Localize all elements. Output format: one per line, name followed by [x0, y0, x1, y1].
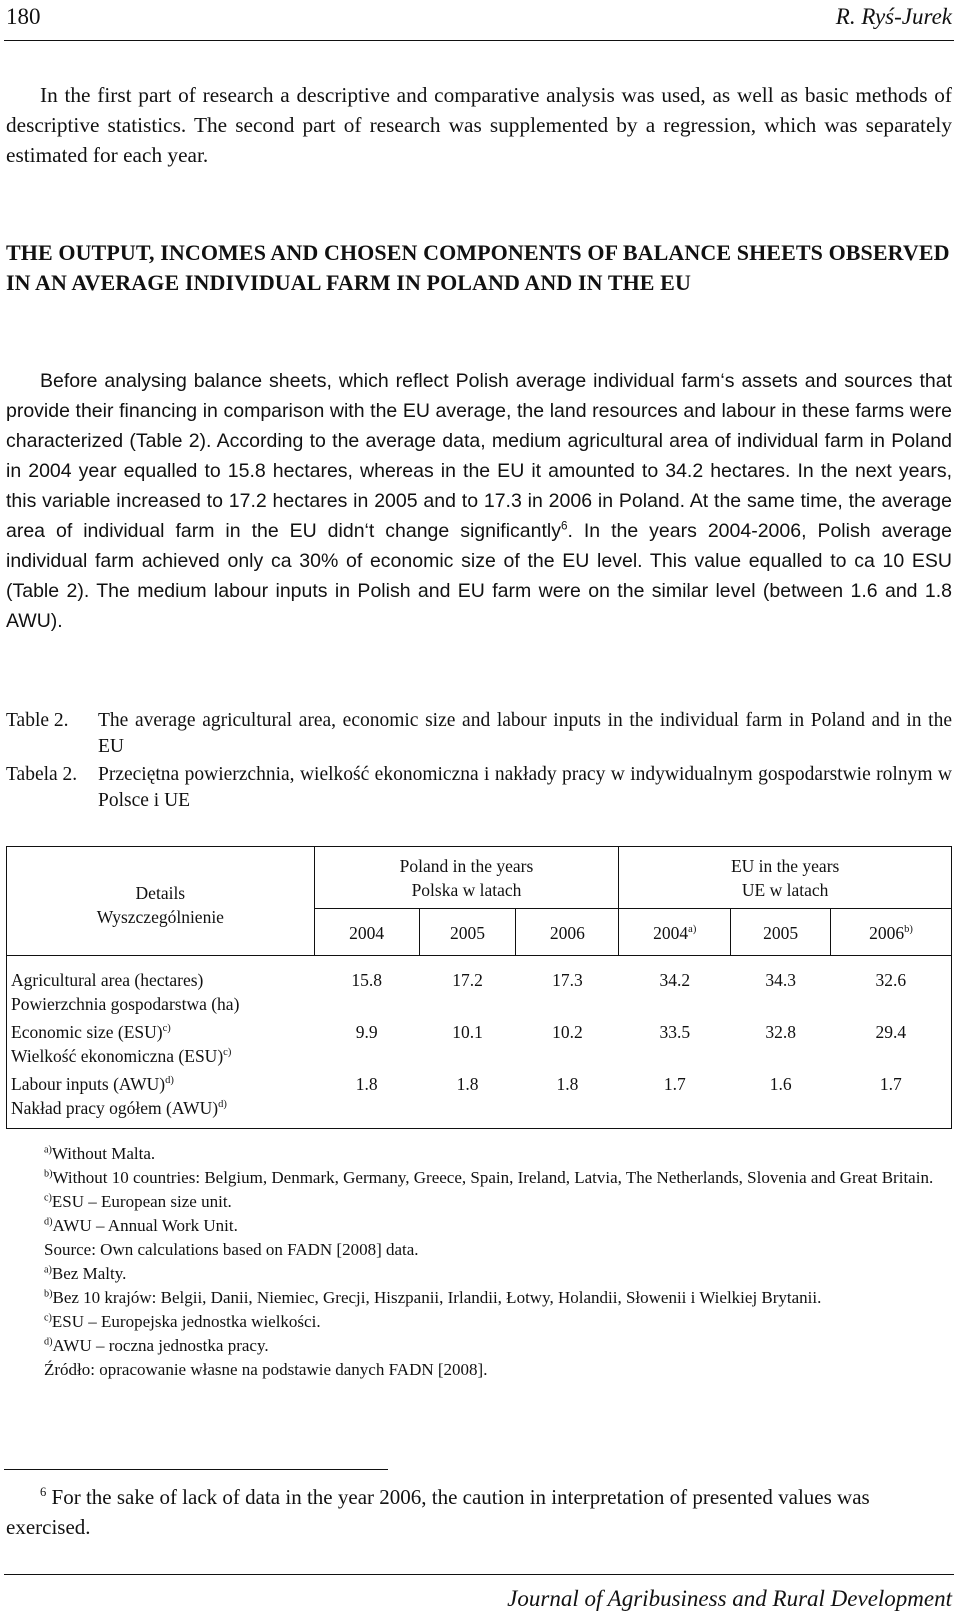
table-note: [6, 1286, 952, 1310]
row-label-en: [11, 1072, 314, 1096]
table-note-mark: b): [44, 1168, 53, 1180]
table-caption-en-text: The average agricultural area, economic size and labour inputs in the individual farm in Poland and in the EU: [98, 710, 952, 757]
details-header: [7, 847, 315, 956]
table-caption-pl: [6, 762, 952, 814]
row-label-en-text: Labour inputs (AWU): [11, 1074, 166, 1094]
table-note-text: Without Malta.: [51, 1144, 156, 1163]
year-footnote-mark: b): [904, 924, 913, 936]
row-label-pl: [11, 1096, 314, 1120]
year-label: 2005: [763, 923, 799, 943]
table-cell: 33.5: [659, 1022, 691, 1042]
row-label-pl-text: Nakład pracy ogółem (AWU): [11, 1098, 219, 1118]
year-label: 2004: [653, 923, 689, 943]
row-label-en-mark: c): [162, 1023, 171, 1035]
table-notes: [6, 1142, 952, 1382]
table-cell: 32.6: [831, 956, 952, 1019]
year-header: [619, 909, 731, 956]
table-caption-en-label: Table 2.: [6, 710, 69, 731]
row-label-en-text: Economic size (ESU): [11, 1022, 163, 1042]
table-note-mark: c): [44, 1192, 52, 1204]
year-header: [314, 909, 419, 956]
table-note-text: Source: Own calculations based on FADN [2008] data.: [44, 1240, 419, 1259]
footnote-text: For the sake of lack of data in the year 2006, the caution in interpretation of presented values was exercised.: [6, 1485, 870, 1539]
table-cell: 10.2: [552, 1022, 583, 1042]
row-label-en-text: Agricultural area (hectares): [11, 970, 204, 990]
poland-group-header: [314, 847, 619, 909]
footnote-number: 6: [40, 1485, 47, 1499]
body-text-after-ref: . In the years 2004-2006, Polish average individual farm achieved only ca 30% of economic size of the EU level. This value equalled to ca 10 ESU (Table 2). The medium labour inputs in Polish and EU farm were on the similar level (between 1.6 and 1.8 AWU).: [6, 520, 952, 632]
row-label-pl-mark: d): [218, 1099, 227, 1111]
table-note: [6, 1334, 952, 1358]
table-cell: 1.8: [419, 1070, 516, 1129]
year-header: [731, 909, 831, 956]
table-note: [6, 1166, 952, 1190]
row-label-en: [11, 968, 314, 992]
table-cell: 17.3: [516, 956, 619, 1019]
poland-group-en: Poland in the years: [399, 856, 534, 876]
row-label-pl-text: Wielkość ekonomiczna (ESU): [11, 1046, 224, 1066]
eu-group-pl: UE w latach: [741, 880, 829, 900]
table-caption-pl-text: Przeciętna powierzchnia, wielkość ekonomiczna i nakłady pracy w indywidualnym gospodarstwie rolnym w Polsce i UE: [98, 764, 952, 811]
table-note: [6, 1358, 952, 1382]
table-note-text: Źródło: opracowanie własne na podstawie danych FADN [2008].: [44, 1360, 488, 1379]
year-header: [516, 909, 619, 956]
year-label: 2005: [450, 923, 485, 943]
row-label-en-mark: d): [165, 1075, 174, 1087]
table-note: [6, 1190, 952, 1214]
table-cell: 15.8: [314, 956, 419, 1019]
table-row: [7, 1070, 952, 1129]
eu-group-en: EU in the years: [730, 856, 840, 876]
row-label-en: [11, 1020, 314, 1044]
table-note: [6, 1310, 952, 1334]
table-note-mark: a): [44, 1264, 52, 1276]
table-note-text: Without 10 countries: Belgium, Denmark, Germany, Greece, Spain, Ireland, Latvia, The Netherlands, Slovenia and Great Britain.: [52, 1168, 934, 1187]
header-rule: [4, 40, 954, 41]
body-paragraph: [6, 366, 952, 636]
table-caption-en: [6, 708, 952, 760]
footer-rule: [4, 1574, 954, 1575]
table-caption-pl-label: Tabela 2.: [6, 764, 78, 785]
page-number: 180: [6, 4, 41, 29]
table-note-mark: b): [44, 1288, 53, 1300]
table-note-text: ESU – Europejska jednostka wielkości.: [51, 1312, 321, 1331]
table-note-text: ESU – European size unit.: [51, 1192, 232, 1211]
table-cell: 1.8: [314, 1070, 419, 1129]
table-cell: 34.3: [731, 956, 831, 1019]
table-cell: 1.8: [516, 1070, 619, 1129]
table-cell: 1.7: [831, 1070, 952, 1129]
row-label: [7, 956, 315, 1019]
row-label-pl-mark: c): [223, 1047, 232, 1059]
body-text-before-ref: Before analysing balance sheets, which reflect Polish average individual farm‘s assets and sources that provide their financing in comparison with the EU average, the land resources and labour in these farms were characterized (Table 2). According to the average data, medium agricultural area of individual farm in Poland in 2004 year equalled to 15.8 hectares, whereas in the EU it amounted to 34.2 hectares. In the next years, this variable increased to 17.2 hectares in 2005 and to 17.3 in 2006 in Poland. At the same time, the average area of individual farm in the EU didn‘t change significantly: [6, 370, 952, 542]
running-author: R. Ryś-Jurek: [835, 4, 952, 29]
row-label-pl: [11, 992, 314, 1016]
row-label: [7, 1018, 315, 1070]
table-cell: 29.4: [831, 1018, 952, 1070]
table-cell: 32.8: [765, 1022, 796, 1042]
table-cell: 10.1: [452, 1022, 483, 1042]
footnote-reference[interactable]: 6: [561, 519, 568, 533]
table-note-mark: d): [44, 1216, 53, 1228]
eu-group-header: [619, 847, 952, 909]
table-note-mark: d): [44, 1336, 53, 1348]
table-cell: 1.7: [619, 1070, 731, 1129]
poland-group-pl: Polska w latach: [411, 880, 522, 900]
table-note-text: AWU – roczna jednostka pracy.: [52, 1336, 269, 1355]
table-note: [6, 1142, 952, 1166]
row-label: [7, 1070, 315, 1129]
year-label: 2006: [869, 923, 905, 943]
row-label-pl: [11, 1044, 314, 1068]
table-note-text: Bez 10 krajów: Belgii, Danii, Niemiec, Grecji, Hiszpanii, Irlandii, Łotwy, Holandii, Słowenii i Wielkiej Brytanii.: [52, 1288, 822, 1307]
year-label: 2004: [349, 923, 385, 943]
table-cell: 17.2: [419, 956, 516, 1019]
table-row: [7, 1018, 952, 1070]
table-note-mark: a): [44, 1144, 52, 1156]
year-header: [831, 909, 952, 956]
table-note-text: AWU – Annual Work Unit.: [52, 1216, 238, 1235]
table-note-mark: c): [44, 1312, 52, 1324]
intro-paragraph: In the first part of research a descriptive and comparative analysis was used, as well as basic methods of descriptive statistics. The second part of research was supplemented by a regression, which was separately estimated for each year.: [6, 83, 952, 167]
details-header-en: Details: [135, 883, 186, 903]
row-label-pl-text: Powierzchnia gospodarstwa (ha): [11, 994, 240, 1014]
data-table: [6, 846, 952, 1129]
section-heading: THE OUTPUT, INCOMES AND CHOSEN COMPONENTS OF BALANCE SHEETS OBSERVED IN AN AVERAGE INDIVIDUAL FARM IN POLAND AND IN THE EU: [6, 240, 950, 295]
footnote: [6, 1482, 952, 1542]
table-note: [6, 1238, 952, 1262]
table-row: [7, 956, 952, 1019]
table-body: [7, 956, 952, 1129]
table-note-text: Bez Malty.: [51, 1264, 127, 1283]
table-cell: 34.2: [619, 956, 731, 1019]
year-header: [419, 909, 516, 956]
table-cell: 9.9: [355, 1022, 378, 1042]
footnote-rule: [4, 1469, 388, 1470]
table-cell: 1.6: [731, 1070, 831, 1129]
details-header-pl: Wyszczególnienie: [96, 907, 224, 927]
year-footnote-mark: a): [688, 924, 697, 936]
year-label: 2006: [549, 923, 585, 943]
table-note: [6, 1262, 952, 1286]
table-note: [6, 1214, 952, 1238]
journal-name: Journal of Agribusiness and Rural Development: [507, 1586, 952, 1611]
